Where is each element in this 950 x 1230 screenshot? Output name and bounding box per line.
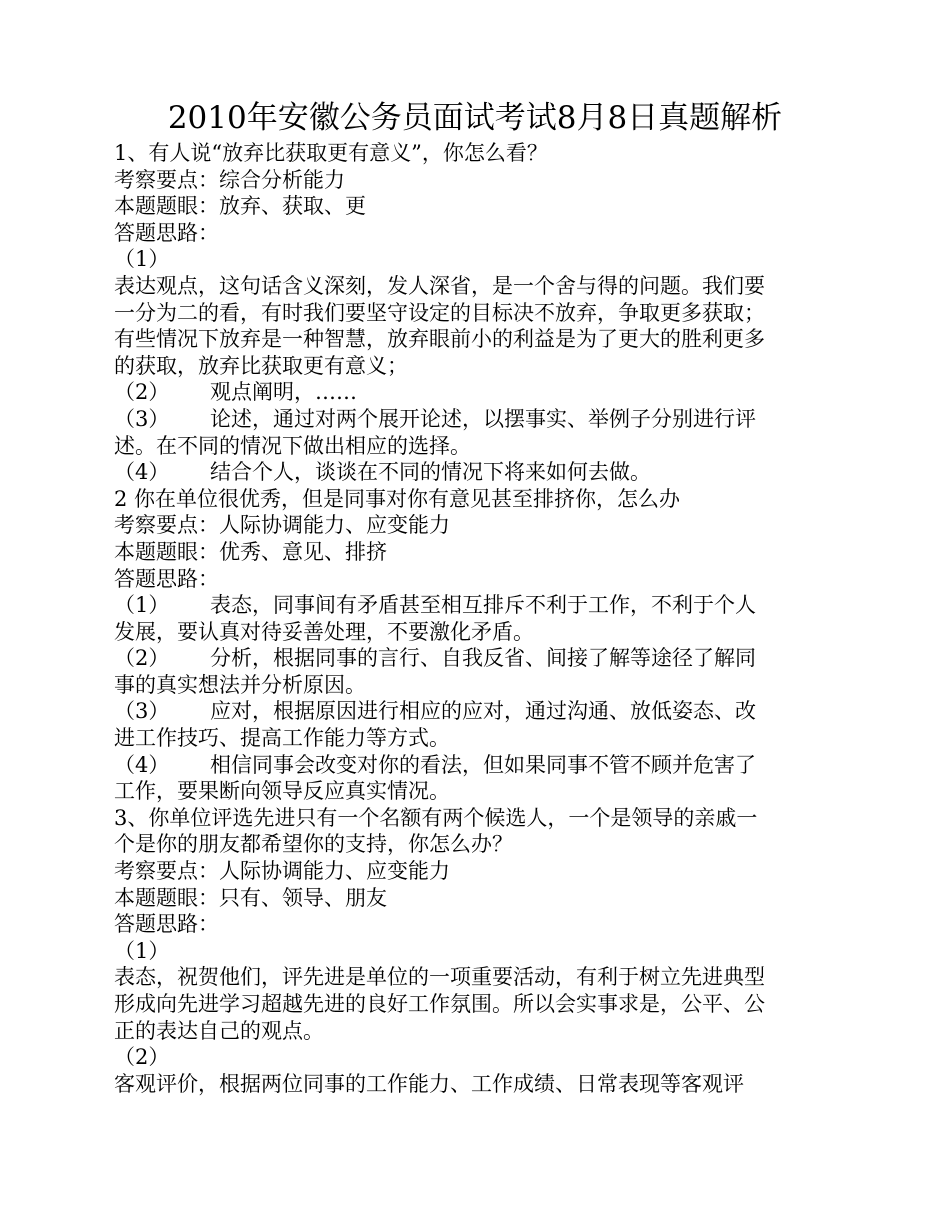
question-1-points: 考察要点：综合分析能力	[114, 167, 345, 192]
question-3-step-1-number: （1）	[114, 938, 170, 963]
question-2-step-4-line-2: 工作，要果断向领导反应真实情况。	[114, 779, 450, 804]
question-3-step-1-line-2: 形成向先进学习超越先进的良好工作氛围。所以会实事求是，公平、公	[114, 992, 765, 1016]
question-2-step-4	[114, 752, 860, 779]
question-2-text: 2 你在单位很优秀，但是同事对你有意见甚至排挤你，怎么办	[114, 486, 681, 511]
step-text: 相信同事会改变对你的看法，但如果同事不管不顾并危害了	[210, 752, 756, 777]
question-2-step-2	[114, 645, 860, 672]
question-3-thinking-label: 答题思路：	[114, 912, 219, 937]
question-3-points: 考察要点：人际协调能力、应变能力	[114, 859, 450, 884]
question-3-step-1-line-3: 正的表达自己的观点。	[114, 1018, 324, 1043]
question-2-thinking-label: 答题思路：	[114, 566, 219, 591]
step-number: （4）	[114, 460, 170, 485]
step-text: 分析，根据同事的言行、自我反省、间接了解等途径了解同	[210, 646, 756, 671]
question-1-step-1-line-3: 有些情况下放弃是一种智慧，放弃眼前小的利益是为了更大的胜利更多	[114, 327, 765, 352]
step-text: 表态，同事间有矛盾甚至相互排斥不利于工作，不利于个人	[210, 593, 756, 618]
step-text: 观点阐明，……	[210, 380, 357, 405]
step-number: （3）	[114, 406, 170, 431]
question-3-text-line-1: 3、你单位评选先进只有一个名额有两个候选人，一个是领导的亲戚一	[114, 805, 758, 830]
step-text: 结合个人，谈谈在不同的情况下将来如何去做。	[210, 460, 651, 485]
question-2-points: 考察要点：人际协调能力、应变能力	[114, 513, 450, 538]
question-3-keywords: 本题题眼：只有、领导、朋友	[114, 885, 387, 910]
step-number: （2）	[114, 380, 170, 405]
document-body	[114, 140, 860, 1097]
question-1-step-3-line-2: 述。在不同的情况下做出相应的选择。	[114, 433, 471, 458]
question-1-text: 1、有人说“放弃比获取更有意义”，你怎么看？	[114, 141, 548, 165]
question-1-step-1-line-1: 表达观点，这句话含义深刻，发人深省，是一个舍与得的问题。我们要	[114, 273, 765, 298]
document-title: 2010年安徽公务员面试考试8月8日真题解析	[167, 100, 783, 136]
question-1-step-3	[114, 406, 860, 433]
question-1-step-1-line-2: 一分为二的看，有时我们要坚守设定的目标决不放弃，争取更多获取；	[114, 300, 765, 325]
step-text: 应对，根据原因进行相应的应对，通过沟通、放低姿态、改	[210, 699, 756, 724]
question-2-step-3-line-2: 进工作技巧、提高工作能力等方式。	[114, 726, 450, 751]
question-3-step-2-number: （2）	[114, 1045, 170, 1070]
step-text: 论述，通过对两个展开论述，以摆事实、举例子分别进行评	[210, 406, 756, 431]
step-number: （2）	[114, 646, 170, 671]
question-1-step-4	[114, 459, 860, 486]
question-2-step-1-line-2: 发展，要认真对待妥善处理，不要激化矛盾。	[114, 619, 534, 644]
question-3-step-2-line-1: 客观评价，根据两位同事的工作能力、工作成绩、日常表现等客观评	[114, 1071, 744, 1096]
question-3-text-line-2: 个是你的朋友都希望你的支持，你怎么办？	[114, 832, 513, 857]
step-number: （3）	[114, 699, 170, 724]
question-1-step-1-number: （1）	[114, 247, 170, 272]
step-number: （4）	[114, 752, 170, 777]
question-2-step-2-line-2: 事的真实想法并分析原因。	[114, 672, 366, 697]
question-1-thinking-label: 答题思路：	[114, 220, 219, 245]
question-1-step-1-line-4: 的获取，放弃比获取更有意义；	[114, 353, 408, 378]
question-1-keywords: 本题题眼：放弃、获取、更	[114, 194, 366, 219]
question-2-step-3	[114, 698, 860, 725]
question-3-step-1-line-1: 表态，祝贺他们，评先进是单位的一项重要活动，有利于树立先进典型	[114, 965, 765, 990]
question-2-keywords: 本题题眼：优秀、意见、排挤	[114, 539, 387, 564]
question-1-step-2	[114, 379, 860, 406]
question-2-step-1	[114, 592, 860, 619]
step-number: （1）	[114, 593, 170, 618]
